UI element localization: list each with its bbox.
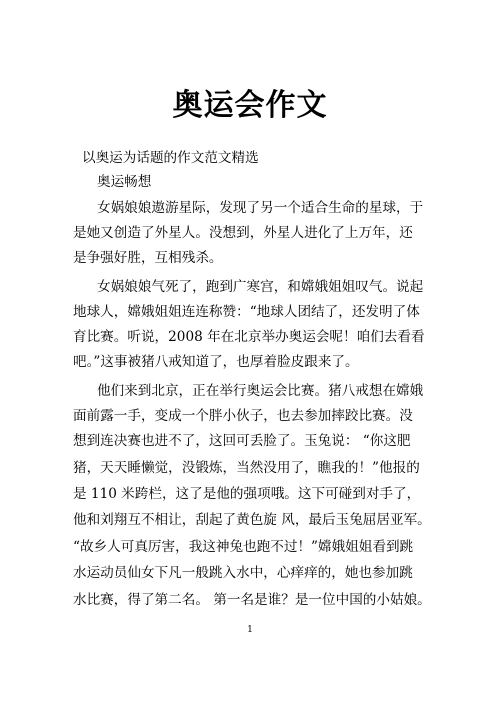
paragraph-line: 水比赛，得了第二名。 第一名是谁？是一位中国的小姑娘。 (73, 592, 431, 608)
paragraph-line: 女娲娘娘遨游星际，发现了另一个适合生命的星球，于 (97, 200, 424, 216)
page-number: 1 (247, 625, 253, 635)
paragraph-line: 育比赛。听说，2008 年在北京举办奥运会呢！咱们去看看 (73, 329, 425, 345)
paragraph-line: 想到连决赛也进不了，这回可丢脸了。玉兔说： “你这肥 (73, 433, 411, 449)
paragraph-line: 面前露一手，变成一个胖小伙子，也去参加摔跤比赛。没 (73, 408, 413, 424)
subtitle: 以奥运为话题的作文范文精选 (82, 150, 259, 166)
page-title: 奥运会作文 (172, 88, 328, 123)
paragraph-line: 是争强好胜，互相残杀。 (73, 250, 223, 266)
paragraph-line: 他和刘翔互不相让，刮起了黄色旋 风，最后玉兔屈居亚军。 (73, 512, 431, 528)
paragraph-line: 水运动员仙女下凡一般跳入水中，心痒痒的，她也参加跳 (73, 565, 413, 581)
paragraph-line: “故乡人可真厉害，我这神兔也跑不过！”嫦娥姐姐看到跳 (73, 539, 414, 555)
paragraph-line: 猪，天天睡懒觉，没锻炼，当然没用了，瞧我的！”他报的 (73, 460, 420, 476)
paragraph-line: 女娲娘娘气死了，跑到广寒宫，和嫦娥姐姐叹气。说起 (97, 279, 424, 295)
paragraph-line: 吧。”这事被猪八戒知道了，也厚着脸皮跟来了。 (73, 354, 359, 370)
paragraph-line: 是 110 米跨栏，这了是他的强项哦。这下可碰到对手了， (73, 486, 421, 502)
paragraph-line: 是她又创造了外星人。没想到，外星人进化了上万年，还 (73, 225, 413, 241)
section-heading: 奥运畅想 (97, 174, 152, 190)
paragraph-line: 他们来到北京，正在举行奥运会比赛。猪八戒想在嫦娥 (97, 383, 424, 399)
paragraph-line: 地球人，嫦娥姐姐连连称赞：“地球人团结了，还发明了体 (73, 304, 420, 320)
